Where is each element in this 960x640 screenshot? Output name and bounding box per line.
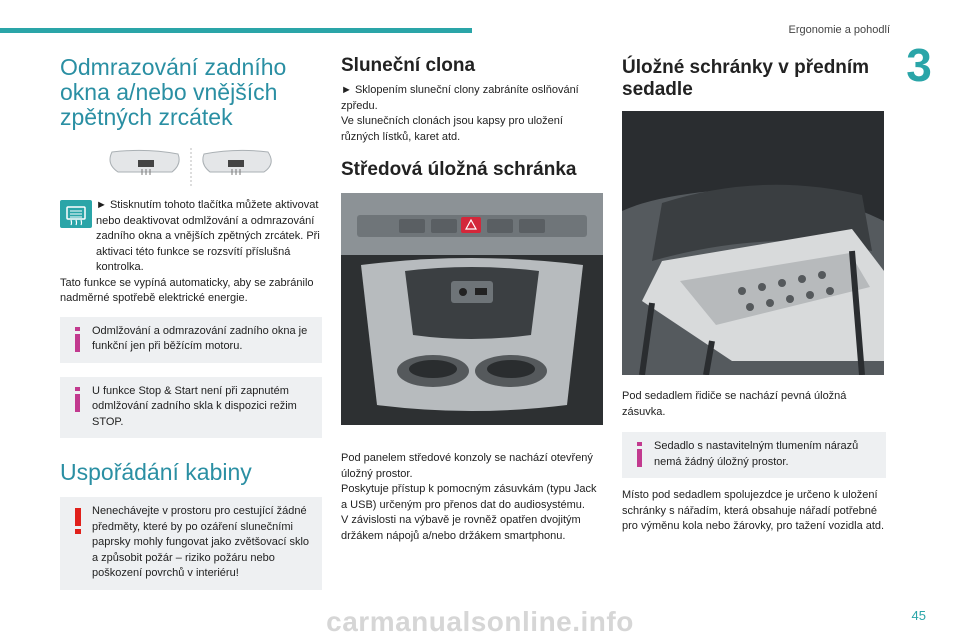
warning-text: Nenechávejte v prostoru pro cestující žádné předměty, které by po ozáření slunečními paprsky mohly fungovat jako zvětšovací sklo a způsobit požár – riziko požáru nebo poškození povrchů v interiéru! — [92, 505, 310, 579]
visor-text: ► Sklopením sluneční clony zabráníte oslňování zpředu. Ve slunečních clonách jsou kapsy pro uložení různých lístků, karet atd. — [341, 84, 579, 143]
mirror-defrost-illustration — [60, 146, 322, 188]
info-icon — [634, 441, 646, 469]
auto-off-text: Tato funkce se vypíná automaticky, aby se zabránilo nadměrné spotřebě elektrické energie. — [60, 276, 314, 304]
defrost-text: ► Stisknutím tohoto tlačítka můžete aktivovat nebo deaktivovat odmlžování a odmrazování zadního okna a vnějších zpětných zrcátek. Při aktivaci této funkce se rozsvítí příslušná kontrolka. — [96, 199, 320, 273]
note-engine-text: Odmlžování a odmrazování zadního okna je funkční jen při běžícím motoru. — [92, 324, 308, 352]
info-note-engine — [60, 317, 322, 363]
heading-center-storage: Středová úložná schránka — [341, 159, 577, 180]
passenger-text: Místo pod sedadlem spolujezdce je určeno k uložení schránky s nářadím, která obsahuje nářadí potřebné pro výměnu kola nebo žárovky, pro tažení vozidla atd. — [622, 489, 885, 532]
heading-sun-visor: Sluneční clona — [341, 55, 476, 76]
info-icon — [72, 326, 84, 354]
chapter-number: 3 — [906, 39, 932, 91]
section-title: Ergonomie a pohodlí — [788, 24, 890, 36]
heading-defrost: Odmrazování zadního okna a/nebo vnějších zpětných zrcátek — [60, 54, 287, 130]
heading-cabin-layout: Uspořádání kabiny — [60, 459, 252, 485]
top-accent-bar — [0, 28, 472, 33]
column-seat-storage — [622, 55, 886, 535]
info-note-seat — [622, 432, 886, 478]
watermark: carmanualsonline.info — [326, 606, 634, 637]
note-seat-text: Sedadlo s nastavitelným tlumením nárazů nemá žádný úložný prostor. — [654, 440, 859, 468]
info-icon — [72, 386, 84, 414]
warning-note — [60, 497, 322, 590]
column-defrost — [60, 55, 322, 590]
seat-drawer-photo — [622, 111, 884, 375]
warning-icon — [72, 507, 84, 535]
mirror-defrost-icon — [110, 150, 179, 175]
note-stopstart-text: U funkce Stop & Start není při zapnutém odmlžování zadního skla k dispozici režim STOP. — [92, 384, 297, 428]
info-note-stopstart — [60, 377, 322, 439]
page-number: 45 — [911, 608, 926, 623]
column-visor-console — [341, 55, 603, 544]
seat-text: Pod sedadlem řidiče se nachází pevná úložná zásuvka. — [622, 390, 847, 418]
rear-defrost-icon — [60, 200, 92, 228]
heading-seat-storage: Úložné schránky v předním sedadle — [622, 57, 870, 100]
defrost-description — [60, 198, 322, 276]
center-console-photo — [341, 193, 603, 425]
console-text: Pod panelem středové konzoly se nachází otevřený úložný prostor. Poskytuje přístup k pomocným zásuvkám (typu Jack a USB) určeným pro přenos dat do audiosystému. V závislosti na výbavě je rovněž opatřen dvojitým držákem nápojů a/nebo držákem smartphonu. — [341, 452, 597, 542]
